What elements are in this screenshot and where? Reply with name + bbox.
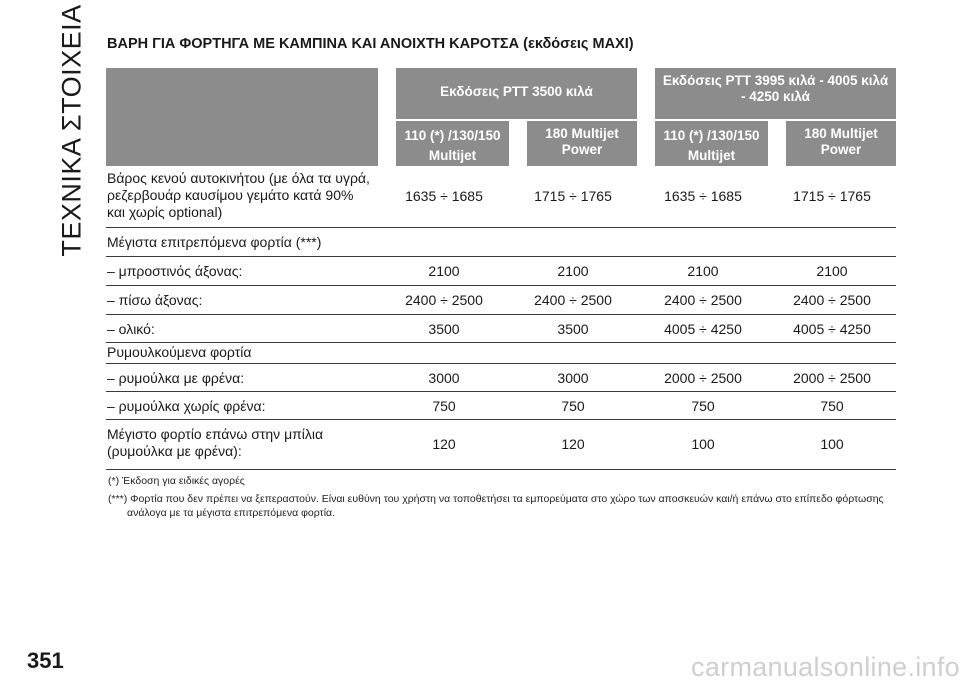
- table-row: [106, 166, 896, 228]
- row-value: 3500: [428, 321, 460, 337]
- row-value: 750: [432, 398, 456, 414]
- row-value: 4005 ÷ 4250: [793, 321, 871, 337]
- row-value: 4005 ÷ 4250: [664, 321, 742, 337]
- header-stripe: [637, 68, 655, 166]
- table-row: [106, 228, 896, 257]
- header-divider: [378, 119, 896, 121]
- table-row: [106, 343, 896, 364]
- header-col-3: 110 (*) /130/150 Multijet: [663, 128, 760, 163]
- row-value: 3500: [557, 321, 589, 337]
- row-value: 2000 ÷ 2500: [664, 370, 742, 386]
- row-value: 1715 ÷ 1765: [793, 188, 871, 204]
- row-label: Ρυμουλκούμενα φορτία: [107, 344, 252, 360]
- table-row: [106, 364, 896, 392]
- watermark: carmanualsonline.info: [691, 652, 960, 682]
- row-label: – μπροστινός άξονας:: [107, 263, 243, 279]
- row-label: – πίσω άξονας:: [107, 292, 203, 308]
- row-value: 1635 ÷ 1685: [664, 188, 742, 204]
- row-value: 120: [432, 436, 456, 452]
- row-value: 100: [820, 436, 844, 452]
- row-value: 2400 ÷ 2500: [793, 292, 871, 308]
- row-value: 2100: [816, 263, 848, 279]
- row-value: 2100: [687, 263, 719, 279]
- row-value: 120: [561, 436, 585, 452]
- row-value: 2100: [428, 263, 460, 279]
- page-title: ΒΑΡΗ ΓΙΑ ΦΟΡΤΗΓΑ ΜΕ ΚΑΜΠΙΝΑ ΚΑΙ ΑΝΟΙΧΤΗ ΚΑΡΟΤΣΑ (εκδόσεις MAXI): [107, 36, 634, 52]
- header-col-1: 110 (*) /130/150 Multijet: [404, 128, 501, 163]
- header-col-2: 180 Multijet Power: [545, 126, 619, 157]
- row-value: 3000: [428, 370, 460, 386]
- header-col-4: 180 Multijet Power: [804, 126, 878, 157]
- row-value: 1715 ÷ 1765: [534, 188, 612, 204]
- row-value: 750: [691, 398, 715, 414]
- row-value: 2400 ÷ 2500: [534, 292, 612, 308]
- header-stripe: [378, 68, 396, 166]
- header-group-3500: Εκδόσεις PTT 3500 κιλά: [440, 84, 593, 99]
- row-value: 750: [820, 398, 844, 414]
- section-side-title-text: ΤΕΧΝΙΚΑ ΣΤΟΙΧΕΙΑ: [56, 3, 87, 257]
- table-header: [106, 68, 896, 166]
- section-side-title: [52, 3, 92, 257]
- header-stripe: [509, 121, 527, 166]
- footnote-market: (*) Έκδοση για ειδικές αγορές: [108, 475, 245, 487]
- row-value: 1635 ÷ 1685: [405, 188, 483, 204]
- row-label: – ρυμούλκα χωρίς φρένα:: [107, 398, 266, 414]
- footnote-loads-continued: ανάλογα με τα μέγιστα επιτρεπόμενα φορτία.: [127, 507, 336, 519]
- table-row: [106, 286, 896, 315]
- table-row: [106, 420, 896, 470]
- row-label: – ολικό:: [107, 321, 155, 337]
- footnote-loads: (***) Φορτία που δεν πρέπει να ξεπεραστούν. Είναι ευθύνη του χρήστη να τοποθετήσει τα εμπορεύματα στο χώρο των αποσκευών και/ή επάνω στο επίπεδο φόρτωσης: [108, 493, 884, 505]
- row-label: Βάρος κενού αυτοκινήτου (με όλα τα υγρά, ρεζερβουάρ καυσίμου γεμάτο κατά 90% και χωρίς optional): [107, 170, 370, 220]
- page-number: 351: [27, 648, 64, 673]
- row-value: 2400 ÷ 2500: [405, 292, 483, 308]
- row-value: 750: [561, 398, 585, 414]
- table-row: [106, 392, 896, 420]
- header-group-3995-4250: Εκδόσεις PTT 3995 κιλά - 4005 κιλά - 4250 κιλά: [662, 73, 889, 104]
- table-row: [106, 257, 896, 286]
- table-row: [106, 315, 896, 343]
- row-label: Μέγιστο φορτίο επάνω στην μπίλια (ρυμούλκα με φρένα):: [107, 426, 324, 459]
- row-value: 2400 ÷ 2500: [664, 292, 742, 308]
- row-label: – ρυμούλκα με φρένα:: [107, 370, 245, 386]
- row-value: 3000: [557, 370, 589, 386]
- footnotes: [108, 474, 908, 520]
- row-label: Μέγιστα επιτρεπόμενα φορτία (***): [107, 234, 322, 250]
- row-value: 2000 ÷ 2500: [793, 370, 871, 386]
- row-value: 2100: [557, 263, 589, 279]
- header-stripe: [768, 121, 786, 166]
- row-value: 100: [691, 436, 715, 452]
